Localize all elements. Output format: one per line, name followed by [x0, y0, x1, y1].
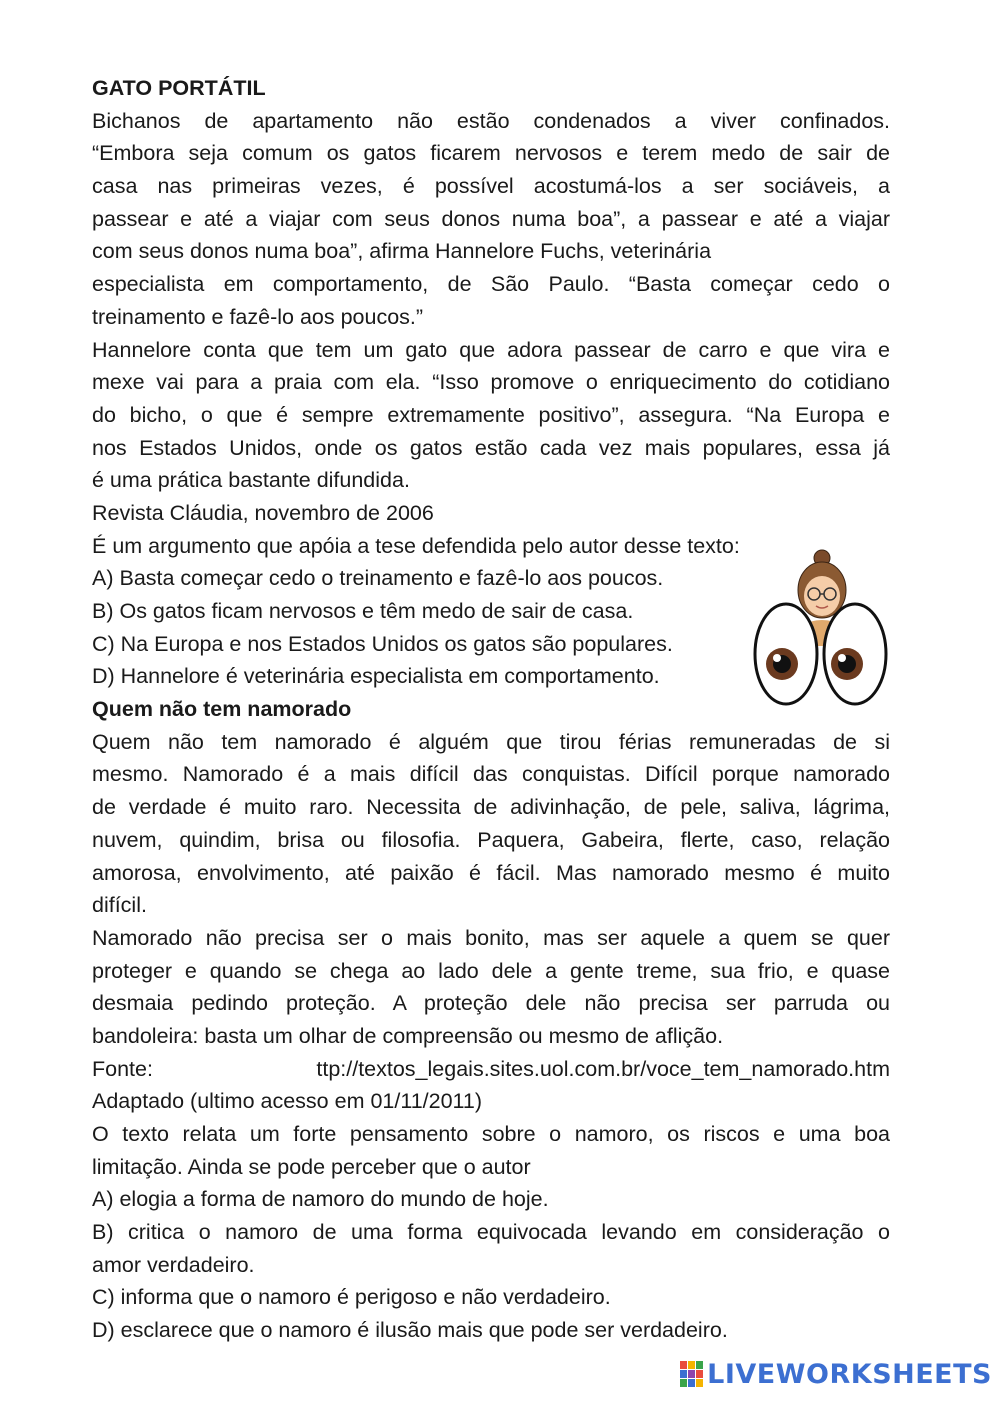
text1-line: mexe vai para a praia com ela. “Isso promove o enriquecimento do cotidiano	[92, 370, 890, 395]
text2-line: bandoleira: basta um olhar de compreensão ou mesmo de aflição.	[92, 1023, 724, 1048]
text1-line: é uma prática bastante difundida.	[92, 468, 410, 493]
text2-option-b: B) critica o namoro de uma forma equivocada levando em consideração o	[92, 1220, 890, 1245]
text1-option-d: D) Hannelore é veterinária especialista em comportamento.	[92, 664, 660, 689]
text1-line: nos Estados Unidos, onde os gatos estão cada vez mais populares, essa já	[92, 435, 890, 460]
liveworksheets-logo-icon	[679, 1359, 705, 1389]
teacher-eyes-illustration	[752, 546, 892, 716]
liveworksheets-wordmark: LIVEWORKSHEETS	[707, 1358, 992, 1390]
text2-line: amorosa, envolvimento, até paixão é fácil. Mas namorado mesmo é muito	[92, 860, 890, 885]
text1-line: “Embora seja comum os gatos ficarem nervosos e terem medo de sair de	[92, 141, 890, 166]
text2-line: Namorado não precisa ser o mais bonito, mas ser aquele a quem se quer	[92, 925, 890, 950]
text2-line: desmaia pedindo proteção. A proteção dele não precisa ser parruda ou	[92, 991, 890, 1016]
text1-source: Revista Cláudia, novembro de 2006	[92, 500, 434, 525]
text2-line: mesmo. Namorado é a mais difícil das conquistas. Difícil porque namorado	[92, 762, 890, 787]
text2-line: de verdade é muito raro. Necessita de adivinhação, de pele, saliva, lágrima,	[92, 795, 890, 820]
text2-question: O texto relata um forte pensamento sobre o namoro, os riscos e uma boa	[92, 1122, 890, 1146]
text2-option-c: C) informa que o namoro é perigoso e não verdadeiro.	[92, 1285, 611, 1310]
text2-source	[92, 1053, 890, 1086]
text1-question: É um argumento que apóia a tese defendida pelo autor desse texto:	[92, 533, 740, 558]
text2-option-d: D) esclarece que o namoro é ilusão mais que pode ser verdadeiro.	[92, 1318, 728, 1343]
text2-title: Quem não tem namorado	[92, 697, 352, 722]
text2-option-b-cont: amor verdadeiro.	[92, 1252, 255, 1277]
text1-line: Bichanos de apartamento não estão condenados a viver confinados.	[92, 108, 890, 133]
text1-line: especialista em comportamento, de São Paulo. “Basta começar cedo o	[92, 272, 890, 297]
text1-option-b: B) Os gatos ficam nervosos e têm medo de sair de casa.	[92, 599, 634, 623]
text2-line: proteger e quando se chega ao lado dele a gente treme, sua frio, e quase	[92, 958, 890, 983]
text1-option-c: C) Na Europa e nos Estados Unidos os gatos são populares.	[92, 631, 673, 656]
text1-title: GATO PORTÁTIL	[92, 76, 266, 100]
source-url: ttp://textos_legais.sites.uol.com.br/voce_tem_namorado.htm	[316, 1056, 890, 1081]
text2-source-note: Adaptado (ultimo acesso em 01/11/2011)	[92, 1089, 483, 1114]
liveworksheets-brand	[679, 1356, 992, 1392]
text2-line: nuvem, quindim, brisa ou filosofia. Paquera, Gabeira, flerte, caso, relação	[92, 827, 890, 852]
text1-line: treinamento e fazê-lo aos poucos.”	[92, 304, 424, 329]
text1-line: Hannelore conta que tem um gato que adora passear de carro e que vira e	[92, 337, 890, 362]
text1-option-a: A) Basta começar cedo o treinamento e fazê-lo aos poucos.	[92, 566, 664, 591]
text2-question: limitação. Ainda se pode perceber que o autor	[92, 1154, 531, 1179]
text1-line: com seus donos numa boa”, afirma Hannelore Fuchs, veterinária	[92, 239, 712, 264]
text1-line: passear e até a viajar com seus donos numa boa”, a passear e até a viajar	[92, 206, 890, 231]
source-label: Fonte:	[92, 1056, 153, 1081]
text1-line: do bicho, o que é sempre extremamente positivo”, assegura. “Na Europa e	[92, 402, 890, 427]
text2-line: Quem não tem namorado é alguém que tirou férias remuneradas de si	[92, 729, 890, 754]
text1-line: casa nas primeiras vezes, é possível acostumá-los a ser sociáveis, a	[92, 174, 890, 199]
text2-option-a: A) elogia a forma de namoro do mundo de hoje.	[92, 1187, 549, 1212]
text2-line: difícil.	[92, 893, 147, 918]
